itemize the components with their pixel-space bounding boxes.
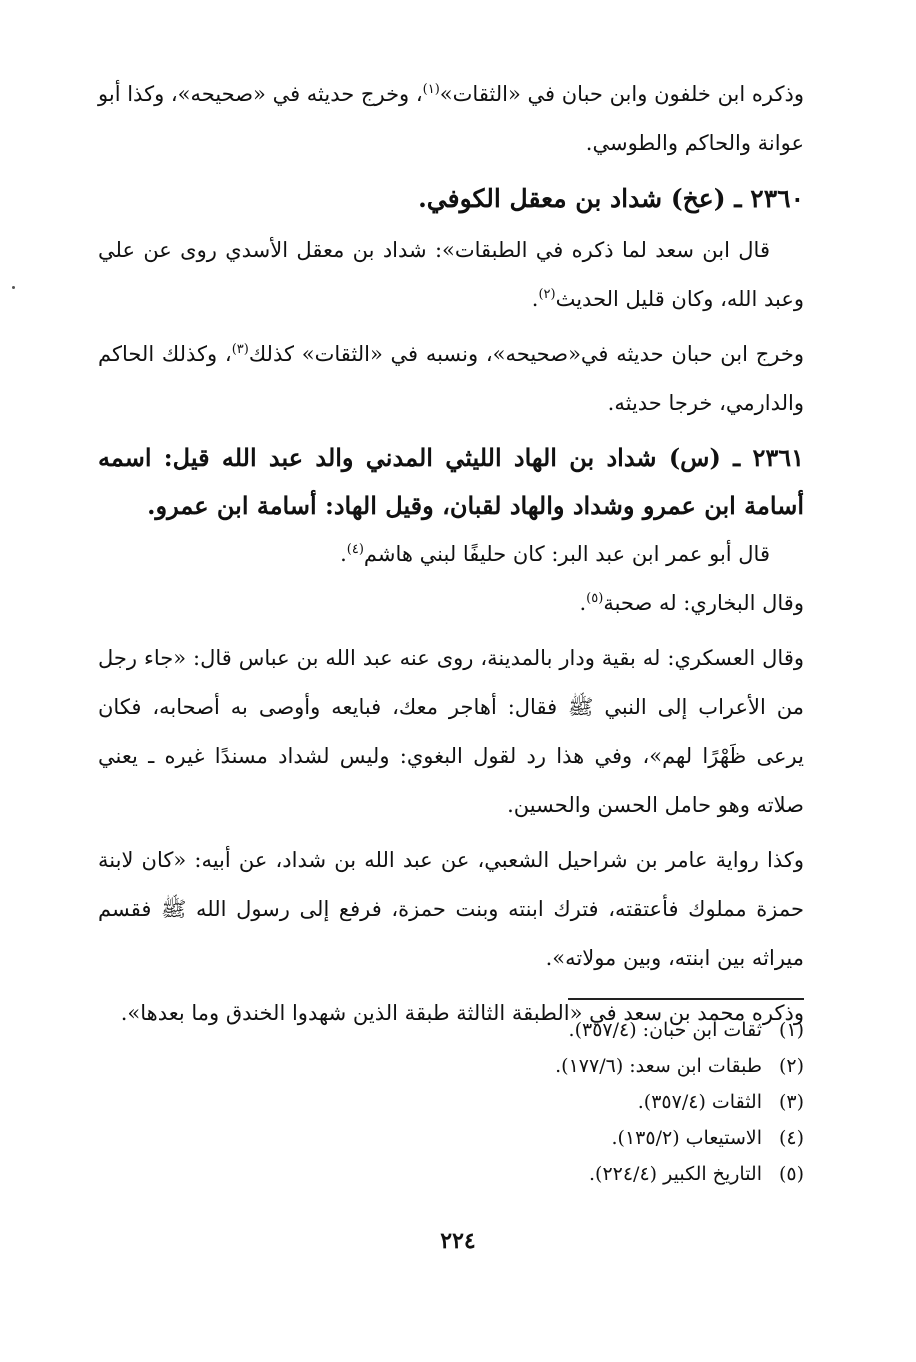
footnote-text: التاريخ الكبير (٢٢٤/٤). (588, 1163, 762, 1185)
footnote-text: طبقات ابن سعد: (١٧٧/٦). (555, 1055, 762, 1077)
footnote-text: الاستيعاب (١٣٥/٢). (611, 1127, 762, 1149)
entry-2361-p2-text-b: . (579, 591, 587, 615)
footnote-item (98, 1156, 804, 1192)
footnotes-list (98, 1012, 804, 1192)
entry-2361-p2-text-a: وقال البخاري: له صحبة (603, 591, 804, 615)
entry-2361-p1-text-a: قال أبو عمر ابن عبد البر: كان حليفًا لبني هاشم (363, 542, 770, 566)
page-number: ٢٢٤ (440, 1228, 476, 1254)
footnote-ref-4: (٤) (346, 542, 364, 557)
page-body (98, 70, 804, 1044)
entry-2361-paragraph-5: وذكره محمد بن سعد في «الطبقة الثالثة طبقة الذين شهدوا الخندق وما بعدها». (120, 1001, 804, 1025)
footnote-ref-5: (٥) (586, 591, 604, 606)
intro-text-b: ، وخرج حديثه في «صحيحه»، وكذا أبو عوانة والحاكم والطوسي. (98, 82, 804, 155)
footnote-text: ثقات ابن حبان: (٣٥٧/٤). (568, 1019, 762, 1041)
footnote-number: (٣) (778, 1091, 804, 1113)
entry-2361-paragraph-1 (98, 530, 804, 579)
entry-2361-p1-text-b: . (340, 542, 347, 566)
entry-2361-paragraph-2 (98, 579, 804, 628)
entry-2360-p2-text-b: ، وكذلك الحاكم والدارمي، خرجا حديثه. (98, 342, 804, 415)
footnote-text: الثقات (٣٥٧/٤). (637, 1091, 762, 1113)
entry-2360-p1-text-b: . (531, 287, 539, 311)
intro-text-a: وذكره ابن خلفون وابن حبان في «الثقات» (439, 82, 804, 106)
entry-2360-paragraph-1 (98, 226, 804, 324)
footnote-number: (١) (778, 1019, 804, 1041)
footnote-item (98, 1120, 804, 1156)
footnote-ref-3: (٣) (231, 342, 249, 357)
entry-2361-paragraph-4: وكذا رواية عامر بن شراحيل الشعبي، عن عبد الله بن شداد، عن أبيه: «كان لابنة حمزة مملوك فأعتقته، فترك ابنته وبنت حمزة، فرفع إلى رسول الله ﷺ فقسم ميراثه بين ابنته، وبين مولاته». (98, 848, 804, 970)
footnote-number: (٢) (778, 1055, 804, 1077)
footnote-item (98, 1084, 804, 1120)
entry-2361-heading: ٢٣٦١ ـ (س) شداد بن الهاد الليثي المدني والد عبد الله قيل: اسمه أسامة ابن عمرو وشداد والهاد لقبان، وقيل الهاد: أسامة ابن عمرو. (98, 443, 804, 520)
footnote-item (98, 1012, 804, 1048)
entry-2360-p1-text-a: قال ابن سعد لما ذكره في الطبقات»: شداد بن معقل الأسدي روى عن علي وعبد الله، وكان قليل الحديث (98, 238, 804, 311)
intro-paragraph (98, 70, 804, 168)
scan-speck (12, 286, 15, 289)
entry-2361-paragraph-3: وقال العسكري: له بقية ودار بالمدينة، روى عنه عبد الله بن عباس قال: «جاء رجل من الأعراب إلى النبي ﷺ فقال: أهاجر معك، فبايعه وأوصى به أصحابه، فكان يرعى ظَهْرًا لهم»، وفي هذا رد لقول البغوي: وليس لشداد مسندًا غيره ـ يعني صلاته وهو حامل الحسن والحسين. (98, 646, 804, 817)
footnote-number: (٥) (778, 1163, 804, 1185)
footnote-ref-1: (١) (422, 82, 440, 97)
footnote-item (98, 1048, 804, 1084)
entry-2360-heading: ٢٣٦٠ ـ (عخ) شداد بن معقل الكوفي. (418, 184, 804, 213)
footnote-separator (568, 998, 804, 1000)
footnote-number: (٤) (778, 1127, 804, 1149)
footnote-ref-2: (٢) (538, 287, 556, 302)
entry-2360-paragraph-2 (98, 330, 804, 428)
entry-2360-p2-text-a: وخرج ابن حبان حديثه في«صحيحه»، ونسبه في «الثقات» كذلك (248, 342, 804, 366)
